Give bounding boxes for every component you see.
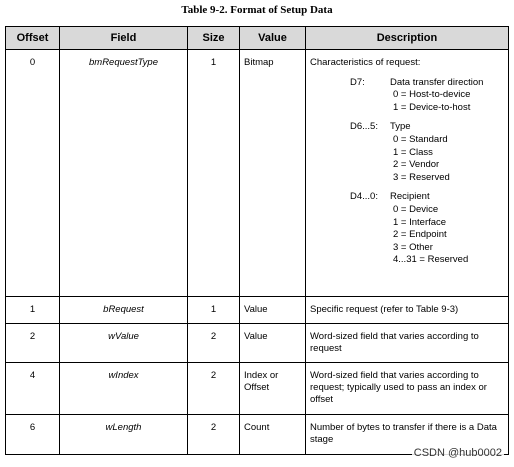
bitfield-line: 1 = Interface — [393, 216, 447, 228]
bitfield-line: 0 = Standard — [393, 133, 448, 145]
bitfield-d6-5 — [310, 121, 504, 184]
bitfield-line: 3 = Reserved — [393, 171, 450, 183]
size-cell: 2 — [188, 324, 240, 363]
size-cell: 2 — [188, 415, 240, 455]
setup-data-table — [5, 26, 509, 455]
table-row — [6, 324, 509, 363]
size-cell: 2 — [188, 363, 240, 415]
bitfield-line: 0 = Device — [393, 203, 439, 215]
table-row — [6, 363, 509, 415]
field-cell: bRequest — [60, 297, 188, 324]
size-cell: 1 — [188, 50, 240, 297]
bitfield-d4-0 — [310, 191, 504, 267]
bitfield-d7 — [310, 77, 504, 115]
header-value: Value — [240, 27, 306, 50]
field-cell: wIndex — [60, 363, 188, 415]
table-row — [6, 50, 509, 297]
value-cell: Bitmap — [240, 50, 306, 297]
field-cell: wLength — [60, 415, 188, 455]
field-cell: bmRequestType — [60, 50, 188, 297]
bitfield-line: 0 = Host-to-device — [393, 89, 471, 101]
description-cell — [306, 50, 509, 297]
field-cell: wValue — [60, 324, 188, 363]
offset-cell: 2 — [6, 324, 60, 363]
bitfield-line: 1 = Device-to-host — [393, 101, 471, 113]
description-cell: Number of bytes to transfer if there is a Data stage — [306, 415, 509, 455]
bitfield-label: D6...5: — [350, 121, 378, 133]
watermark-text: CSDN @hub0002 — [413, 447, 502, 459]
table-header-row — [6, 27, 509, 50]
offset-cell: 1 — [6, 297, 60, 324]
offset-cell: 0 — [6, 50, 60, 297]
bitfield-line: 2 = Endpoint — [393, 229, 447, 241]
bitfield-line: 4...31 = Reserved — [393, 254, 469, 266]
bitfield-line: 1 = Class — [393, 146, 433, 158]
bitfield-label: D7: — [350, 76, 365, 88]
offset-cell: 6 — [6, 415, 60, 455]
value-cell: Value — [240, 297, 306, 324]
header-field: Field — [60, 27, 188, 50]
size-cell: 1 — [188, 297, 240, 324]
description-cell: Specific request (refer to Table 9-3) — [306, 297, 509, 324]
value-cell: Index or Offset — [240, 363, 306, 415]
description-text: Characteristics of request: — [310, 57, 421, 68]
offset-cell: 4 — [6, 363, 60, 415]
bitfield-line: 3 = Other — [393, 241, 433, 253]
table-row — [6, 297, 509, 324]
value-cell: Count — [240, 415, 306, 455]
header-size: Size — [188, 27, 240, 50]
header-offset: Offset — [6, 27, 60, 50]
header-description: Description — [306, 27, 509, 50]
table-caption: Table 9-2. Format of Setup Data — [181, 4, 333, 16]
bitfield-label: D4...0: — [350, 191, 378, 203]
description-cell: Word-sized field that varies according to request; typically used to pass an index or offset — [306, 363, 509, 415]
bitfield-title: Data transfer direction — [390, 76, 484, 88]
bitfield-title: Recipient — [390, 191, 430, 203]
description-cell: Word-sized field that varies according to request — [306, 324, 509, 363]
bitfield-title: Type — [390, 121, 411, 133]
value-cell: Value — [240, 324, 306, 363]
bitfield-line: 2 = Vendor — [393, 159, 440, 171]
